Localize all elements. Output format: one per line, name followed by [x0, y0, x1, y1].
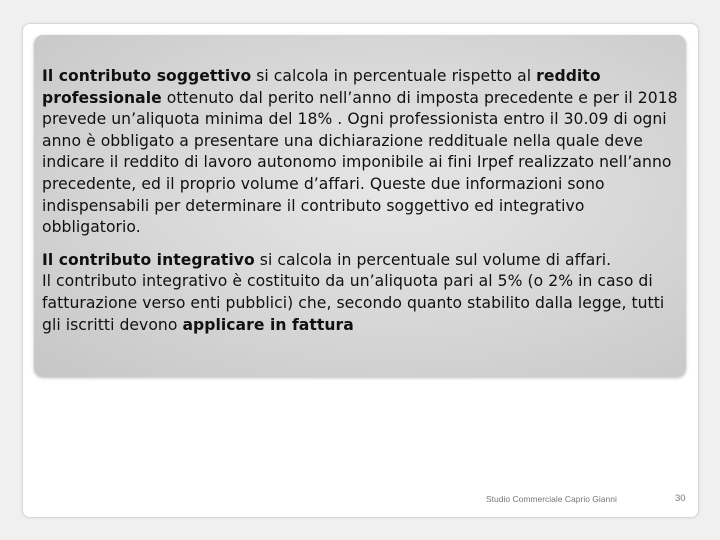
page-number: 30 — [675, 493, 686, 504]
body-text: si calcola in percentuale rispetto al — [251, 67, 537, 85]
bold-text: applicare in fattura — [182, 315, 354, 334]
body-text: ottenuto dal perito nell’anno di imposta precedente e per il 2018 prevede un’aliquota minima del 18% . Ogni professionista entro il 30.09 di ogni anno è obbligato a presentare una dichiarazione reddituale nella quale deve indicare il reddito di lavoro autonomo imponibile ai fini Irpef realizzato nell’anno precedente, ed il proprio volume d’affari. Queste due informazioni sono indispensabili per determinare il contributo soggettivo ed integrativo obbligatorio. — [42, 88, 678, 237]
bold-text: Il contributo — [42, 67, 157, 85]
paragraph-contributo-integrativo — [42, 250, 682, 272]
paragraph-aliquota-integrativo — [42, 271, 682, 336]
paragraph-contributo-soggettivo — [42, 66, 682, 239]
footer-author: Studio Commerciale Caprio Gianni — [486, 494, 617, 504]
bold-text: reddito professionale — [42, 67, 601, 107]
bold-text: Il contributo integrativo — [42, 250, 255, 269]
body-text: Il contributo integrativo è costituito da un’aliquota pari al 5% (o 2% in caso di fatturazione verso enti pubblici) che, secondo quanto stabilito dalla legge, tutti gli iscritti devono — [42, 272, 665, 334]
body-text: si calcola in percentuale sul volume di affari. — [254, 250, 612, 269]
slide-body-text — [42, 66, 682, 336]
bold-text: soggettivo — [156, 67, 252, 85]
